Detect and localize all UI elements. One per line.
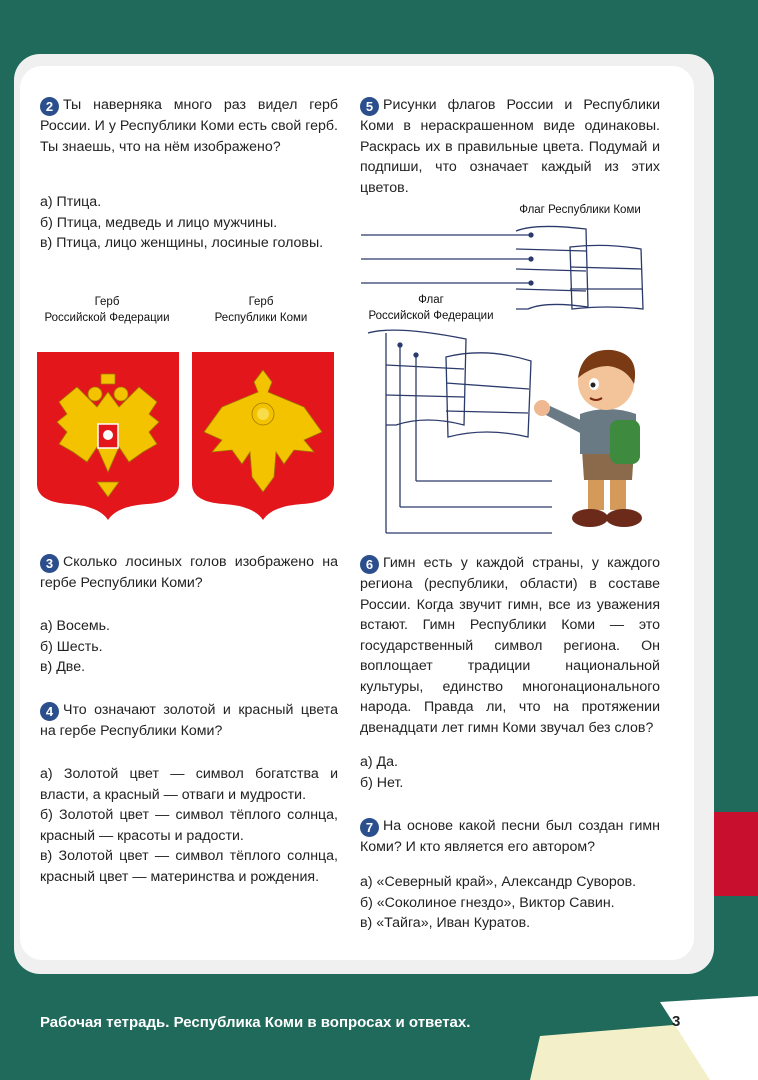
caption-line: Республики Коми: [214, 312, 308, 324]
option: б) Нет.: [360, 774, 404, 791]
caption-line: Герб: [248, 296, 274, 308]
page-number: 3: [672, 1013, 681, 1030]
question-number-badge: 2: [40, 97, 59, 116]
question-7: [360, 816, 660, 858]
question-text: На основе какой песни был создан гимн Коми? И кто является его автором?: [360, 818, 660, 855]
question-2-options: [40, 192, 338, 254]
footer-title: Рабочая тетрадь. Республика Коми в вопросах и ответах.: [40, 1014, 471, 1031]
top-strip: [0, 0, 758, 36]
question-7-options: [360, 872, 660, 934]
option: б) Золотой цвет — символ тёплого солнца, красный — красоты и радости.: [40, 807, 338, 844]
question-text: Сколько лосиных голов изображено на гербе Республики Коми?: [40, 554, 338, 591]
question-3: [40, 552, 338, 594]
option: б) Птица, медведь и лицо мужчины.: [40, 214, 278, 231]
russia-coat-of-arms: [37, 352, 179, 520]
question-text: Гимн есть у каждой страны, у каждого региона (республики, области) в составе России. Когда звучит гимн, все из уважения встают. Гимн Республики Коми — это государственный символ региона. Он воплощает традиции национальной культуры, единство многонационального народа. Правда ли, что на протяжении двенадцати лет гимн Коми звучал без слов?: [360, 555, 660, 736]
komi-coat-caption: [186, 294, 336, 326]
caption-line: Герб: [94, 296, 120, 308]
question-5: [360, 95, 660, 198]
option: а) «Северный край», Александр Суворов.: [360, 874, 637, 890]
option: б) «Соколиное гнездо», Виктор Савин.: [360, 894, 615, 911]
option: в) «Тайга», Иван Куратов.: [360, 915, 531, 931]
question-number-badge: 5: [360, 97, 379, 116]
question-6-options: [360, 752, 660, 793]
boy-illustration: [530, 340, 660, 532]
question-text: Рисунки флагов России и Республики Коми в нераскрашенном виде одинаковы. Раскрась их в правильные цвета. Подумай и подпиши, что означает каждый из этих цветов.: [360, 97, 660, 196]
komi-flag-label: Флаг Республики Коми: [519, 204, 641, 216]
option: а) Да.: [360, 754, 398, 770]
question-number-badge: 3: [40, 554, 59, 573]
question-text: Что означают золотой и красный цвета на гербе Республики Коми?: [40, 702, 338, 739]
russia-coat-caption: [32, 294, 182, 326]
option: в) Золотой цвет — символ тёплого солнца, красный цвет — материнства и рождения.: [40, 848, 338, 885]
komi-coat-of-arms: [192, 352, 334, 520]
question-2: [40, 95, 338, 157]
question-number-badge: 7: [360, 818, 379, 837]
question-number-badge: 6: [360, 555, 379, 574]
question-4: [40, 700, 338, 742]
red-band: [714, 812, 758, 896]
caption-line: Российской Федерации: [44, 312, 170, 324]
question-6: [360, 553, 660, 738]
option: в) Две.: [40, 659, 86, 675]
option: б) Шесть.: [40, 638, 103, 655]
question-4-options: [40, 764, 338, 887]
option: а) Золотой цвет — символ богатства и власти, а красный — отваги и мудрости.: [40, 766, 338, 803]
option: а) Птица.: [40, 194, 102, 210]
question-text: Ты наверняка много раз видел герб России. И у Республики Коми есть свой герб. Ты знаешь, что на нём изображено?: [40, 97, 338, 155]
option: а) Восемь.: [40, 618, 110, 634]
caption-line: Российской Федерации: [368, 310, 494, 322]
question-3-options: [40, 616, 338, 678]
paper-corner: [530, 996, 758, 1080]
question-number-badge: 4: [40, 702, 59, 721]
caption-line: Флаг: [418, 294, 444, 306]
option: в) Птица, лицо женщины, лосиные головы.: [40, 235, 324, 251]
